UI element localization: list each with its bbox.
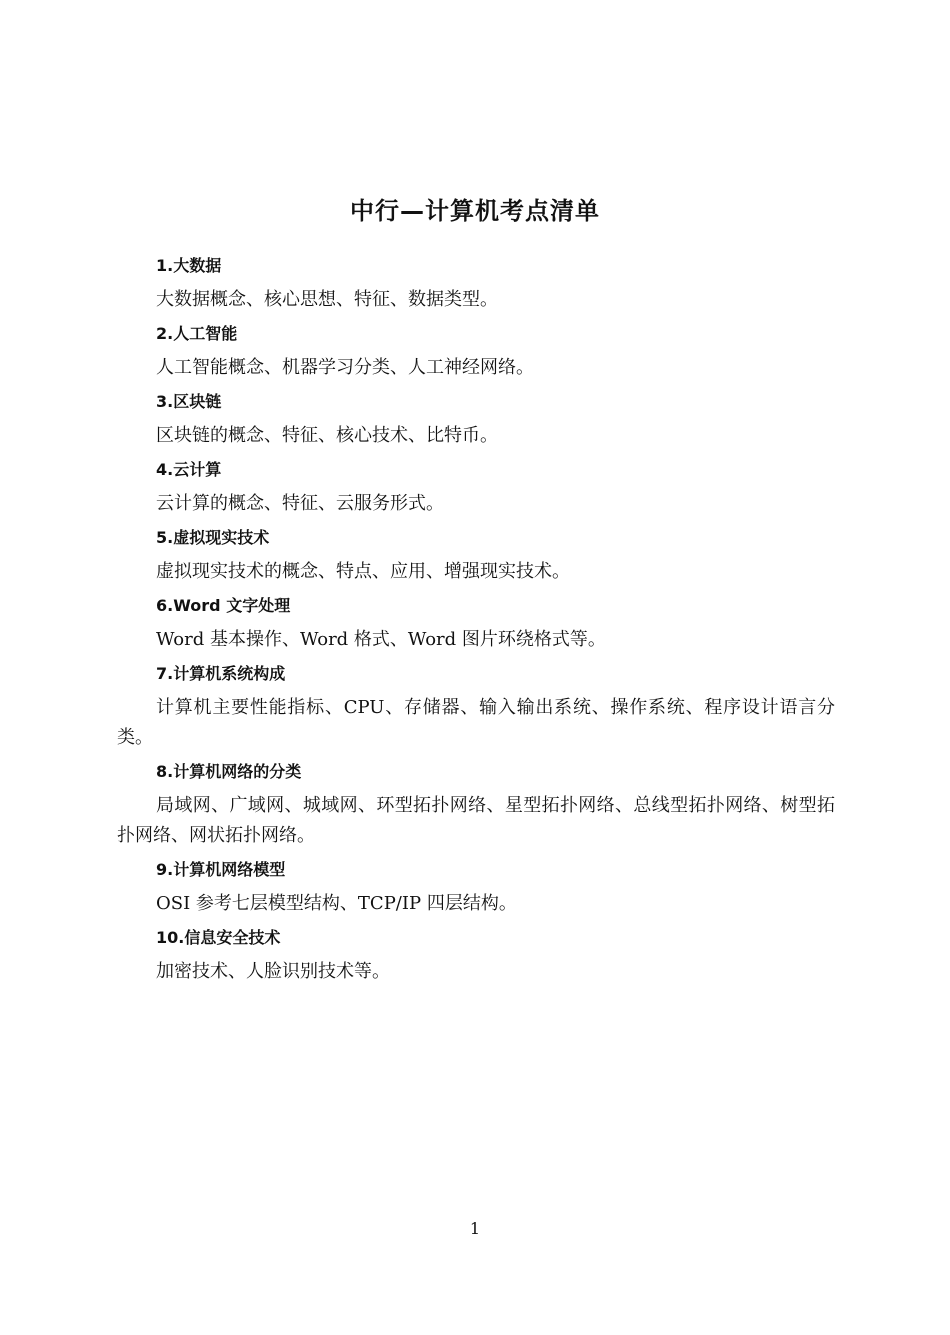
section-cloud-computing — [117, 453, 835, 521]
section-text: Word 基本操作、Word 格式、Word 图片环绕格式等。 — [156, 629, 606, 650]
section-word-processing — [117, 589, 835, 657]
section-text: 局域网、广域网、城域网、环型拓扑网络、星型拓扑网络、总线型拓扑网络、树型拓扑网络、网状拓扑网络。 — [117, 795, 835, 846]
section-heading: 3.区块链 — [156, 392, 222, 411]
section-heading: 9.计算机网络模型 — [156, 860, 286, 879]
section-heading: 5.虚拟现实技术 — [156, 528, 270, 547]
document-content — [117, 250, 835, 989]
page-number: 1 — [469, 1219, 481, 1238]
section-text: 云计算的概念、特征、云服务形式。 — [156, 493, 444, 514]
section-network-classification — [117, 755, 835, 853]
section-heading: 2.人工智能 — [156, 324, 238, 343]
section-text: 人工智能概念、机器学习分类、人工神经网络。 — [156, 357, 534, 378]
section-information-security — [117, 921, 835, 989]
section-computer-system — [117, 657, 835, 755]
section-blockchain — [117, 385, 835, 453]
section-text: 虚拟现实技术的概念、特点、应用、增强现实技术。 — [156, 561, 570, 582]
section-text: 区块链的概念、特征、核心技术、比特币。 — [156, 425, 498, 446]
section-virtual-reality — [117, 521, 835, 589]
section-big-data — [117, 250, 835, 317]
section-heading: 10.信息安全技术 — [156, 928, 281, 947]
section-heading: 8.计算机网络的分类 — [156, 762, 302, 781]
section-artificial-intelligence — [117, 317, 835, 385]
section-heading: 6.Word 文字处理 — [156, 596, 291, 615]
section-text: 大数据概念、核心思想、特征、数据类型。 — [156, 289, 498, 310]
section-text: 加密技术、人脸识别技术等。 — [156, 961, 390, 982]
document-title: 中行—计算机考点清单 — [350, 197, 600, 225]
section-network-model — [117, 853, 835, 921]
section-text: OSI 参考七层模型结构、TCP/IP 四层结构。 — [156, 893, 517, 914]
section-text: 计算机主要性能指标、CPU、存储器、输入输出系统、操作系统、程序设计语言分类。 — [117, 697, 835, 748]
section-heading: 4.云计算 — [156, 460, 222, 479]
section-heading: 1.大数据 — [156, 256, 222, 275]
section-heading: 7.计算机系统构成 — [156, 664, 286, 683]
